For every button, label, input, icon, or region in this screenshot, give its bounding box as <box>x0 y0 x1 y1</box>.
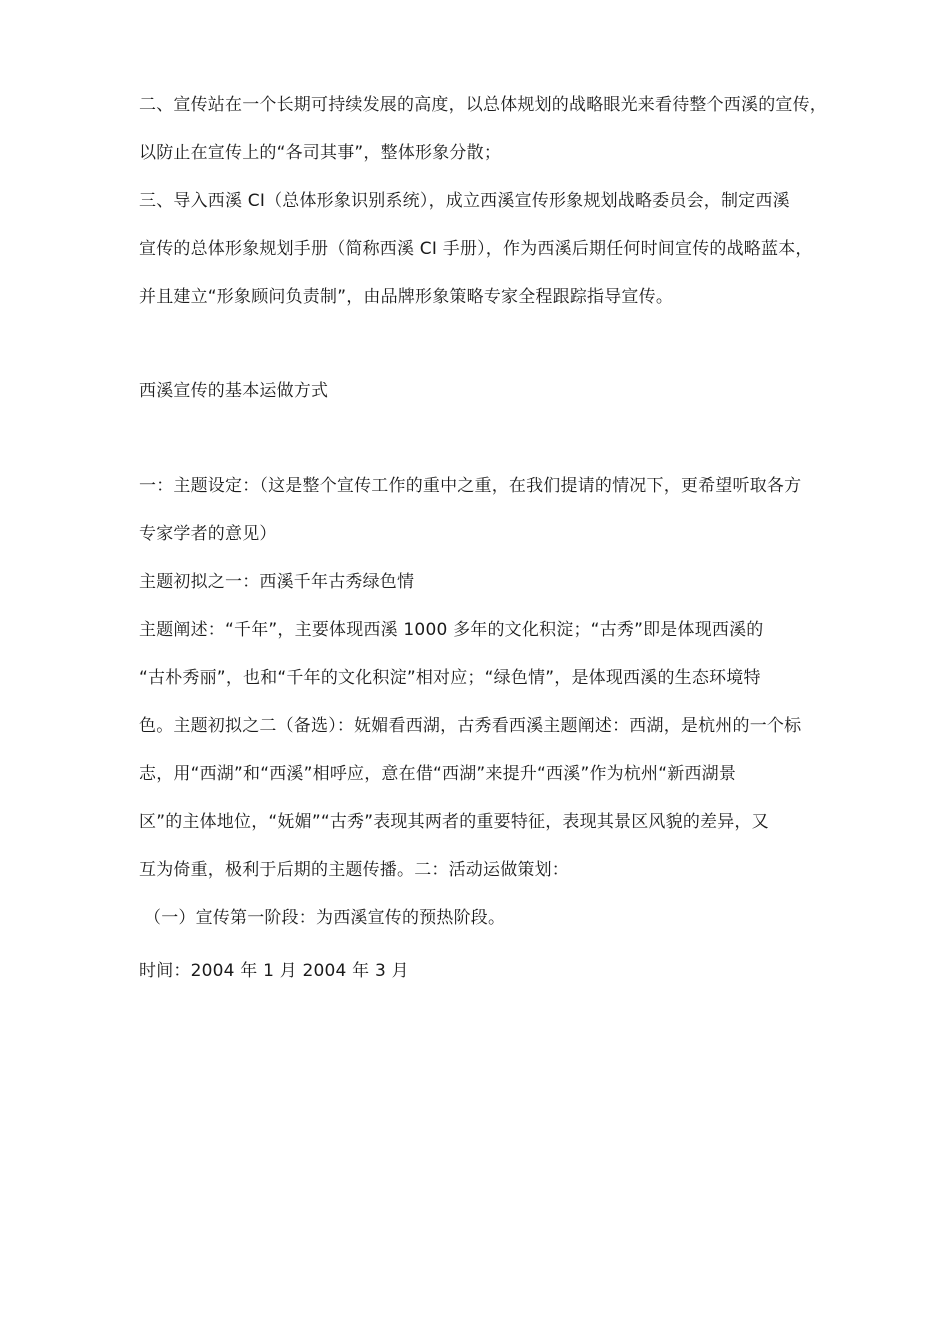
paragraph-line-10: 主题阐述：“千年”，主要体现西溪 1000 多年的文化积淀；“古秀”即是体现西溪的 <box>139 620 764 640</box>
paragraph-line-5: 并且建立“形象顾问负责制”，由品牌形象策略专家全程跟踪指导宣传。 <box>139 287 674 307</box>
paragraph-line-8: 专家学者的意见） <box>139 524 277 544</box>
paragraph-line-12: 色。主题初拟之二（备选）：妩媚看西湖，古秀看西溪主题阐述：西湖，是杭州的一个标 <box>139 716 802 736</box>
paragraph-line-15: 互为倚重，极利于后期的主题传播。二：活动运做策划： <box>139 860 569 880</box>
paragraph-line-2: 以防止在宣传上的“各司其事”，整体形象分散； <box>139 143 502 163</box>
paragraph-line-1: 二、宣传站在一个长期可持续发展的高度，以总体规划的战略眼光来看待整个西溪的宣传， <box>139 95 827 115</box>
paragraph-line-13: 志，用“西湖”和“西溪”相呼应，意在借“西湖”来提升“西溪”作为杭州“新西湖景 <box>139 764 737 784</box>
paragraph-line-9: 主题初拟之一：西溪千年古秀绿色情 <box>139 572 415 592</box>
paragraph-line-11: “古朴秀丽”，也和“千年的文化积淀”相对应；“绿色情”，是体现西溪的生态环境特 <box>139 668 761 688</box>
section-heading: 西溪宣传的基本运做方式 <box>139 381 329 401</box>
paragraph-line-7: 一：主题设定：（这是整个宣传工作的重中之重，在我们提请的情况下，更希望听取各方 <box>139 476 802 496</box>
paragraph-line-17: 时间：2004 年 1 月 2004 年 3 月 <box>139 961 409 981</box>
paragraph-line-16: （一）宣传第一阶段：为西溪宣传的预热阶段。 <box>144 908 506 928</box>
paragraph-line-4: 宣传的总体形象规划手册（简称西溪 CI 手册），作为西溪后期任何时间宣传的战略蓝本， <box>139 239 813 259</box>
paragraph-line-3: 三、导入西溪 CI（总体形象识别系统），成立西溪宣传形象规划战略委员会，制定西溪 <box>139 191 790 211</box>
paragraph-line-14: 区”的主体地位，“妩媚”“古秀”表现其两者的重要特征，表现其景区风貌的差异，又 <box>139 812 769 832</box>
